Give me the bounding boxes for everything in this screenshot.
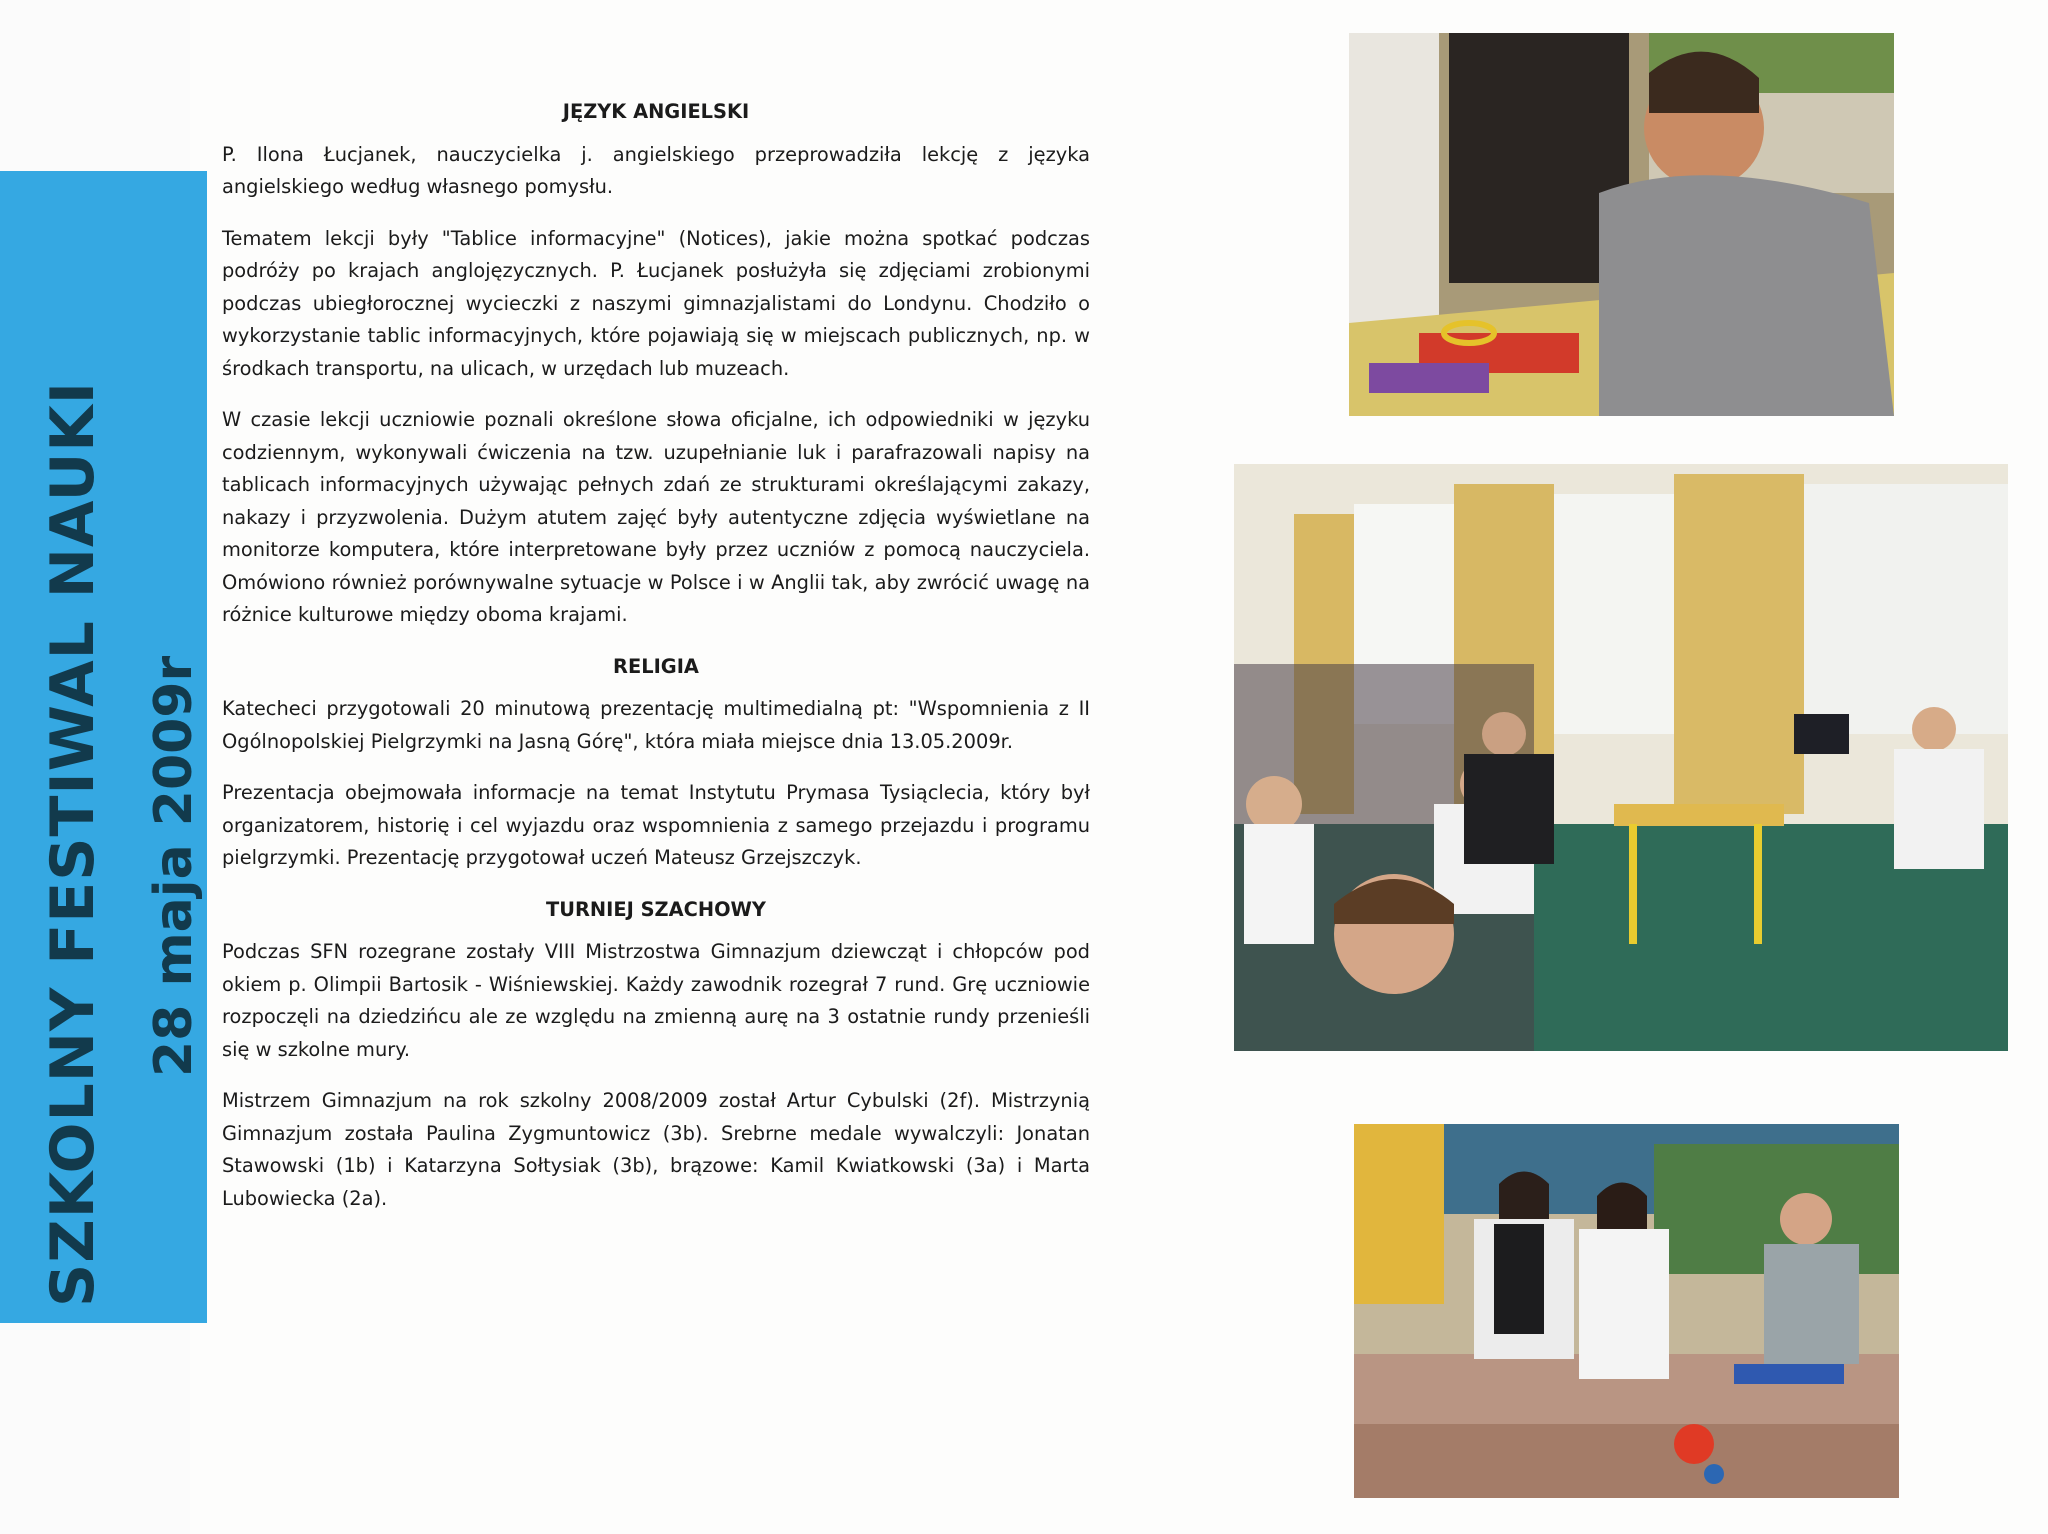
banner-title: SZKOLNY FESTIWAL NAUKI <box>38 380 108 1307</box>
side-banner <box>0 171 207 1323</box>
paragraph: Mistrzem Gimnazjum na rok szkolny 2008/2009 został Artur Cybulski (2f). Mistrzynią Gimnazjum została Paulina Zygmuntowicz (3b). Srebrne medale wywalczyli: Jonatan Stawowski (1b) i Katarzyna Sołtysiak (3b), brązowe: Kamil Kwiatkowski (3a) i Marta Lubowiecka (2a). <box>222 1089 1090 1210</box>
paragraph: W czasie lekcji uczniowie poznali określone słowa oficjalne, ich odpowiedniki w języku codziennym, wykonywali ćwiczenia na tzw. uzupełnianie luk i parafrazowali napisy na tablicach informacyjnych używając pełnych zdań ze strukturami określającymi zakazy, nakazy i przyzwolenia. Dużym atutem zajęć były autentyczne zdjęcia wyświetlane na monitorze komputera, które interpretowane były przez uczniów z pomocą nauczyciela. Omówiono również porównywalne sytuacje w Polsce i w Anglii tak, aby zwrócić uwagę na różnice kulturowe między oboma krajami. <box>222 408 1090 626</box>
section-heading: RELIGIA <box>613 654 699 678</box>
paragraph: Prezentacja obejmowała informacje na temat Instytutu Prymasa Tysiąclecia, który był organizatorem, historię i cel wyjazdu oraz wspomnienia z samego przejazdu i programu pielgrzymki. Prezentację przygotował uczeń Mateusz Grzejszczyk. <box>222 781 1090 869</box>
paragraph: Podczas SFN rozegrane zostały VIII Mistrzostwa Gimnazjum dziewcząt i chłopców pod okiem p. Olimpii Bartosik - Wiśniewskiej. Każdy zawodnik rozegrał 7 rund. Grę uczniowie rozpoczęli na dziedzińcu ale ze względu na zmienną aurę na 3 ostatnie rundy przenieśli się w szkolne mury. <box>222 940 1090 1061</box>
photo-classroom-presentation <box>1234 464 2008 1051</box>
section-heading: JĘZYK ANGIELSKI <box>562 100 750 123</box>
paragraph: Tematem lekcji były "Tablice informacyjne" (Notices), jakie można spotkać podczas podróży po krajach anglojęzycznych. P. Łucjanek posłużyła się zdjęciami zrobionymi podczas ubiegłorocznej wycieczki z naszymi gimnazjalistami do Londynu. Chodziło o wykorzystanie tablic informacyjnych, które pojawiają się w miejscach publicznych, np. w środkach transportu, na ulicach, w urzędach lub muzeach. <box>222 226 1090 380</box>
article-body <box>222 96 1090 1234</box>
photo-physics-demo <box>1354 1124 1899 1498</box>
section-english <box>222 96 1090 632</box>
section-religion <box>222 651 1090 875</box>
paragraph: P. Ilona Łucjanek, nauczycielka j. angielskiego przeprowadziła lekcję z języka angielskiego według własnego pomysłu. <box>222 142 1090 198</box>
photo-electronics-kit <box>1349 33 1894 416</box>
banner-date: 28 maja 2009r <box>144 655 204 1077</box>
paragraph: Katecheci przygotowali 20 minutową prezentację multimedialną pt: "Wspomnienia z II Ogólnopolskiej Pielgrzymki na Jasną Górę", która miała miejsce dnia 13.05.2009r. <box>222 697 1090 753</box>
section-heading: TURNIEJ SZACHOWY <box>546 897 766 921</box>
section-chess <box>222 894 1090 1216</box>
